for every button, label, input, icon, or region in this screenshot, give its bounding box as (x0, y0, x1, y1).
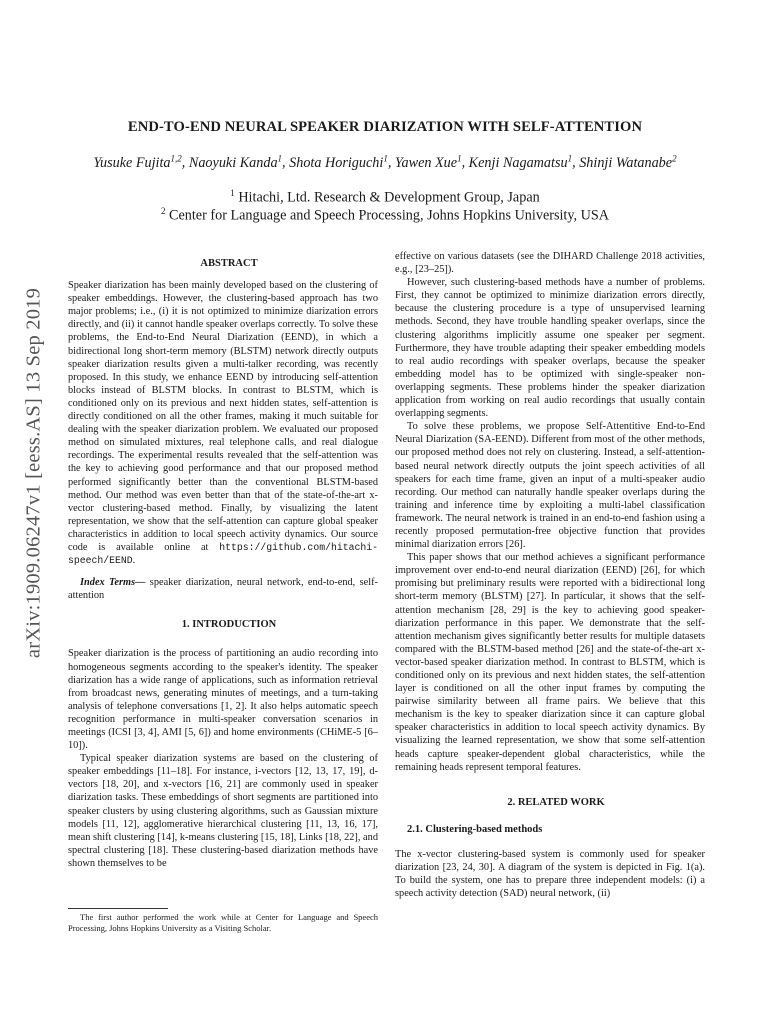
related-work-heading: 2. RELATED WORK (507, 796, 605, 808)
introduction-heading: 1. INTRODUCTION (181, 619, 277, 631)
paper-title: END-TO-END NEURAL SPEAKER DIARIZATION WITH SELF-ATTENTION (127, 119, 643, 135)
author: Kenji Nagamatsu$^1$ (468, 153, 573, 171)
author: Yusuke Fujita$^{1,2}$ (93, 153, 182, 171)
intro-paragraph-4: However, such clustering-based methods have a number of problems. First, they cannot be optimized to minimize diarization errors directly, because the clustering procedure is a type of unsupervised learning methods. Second, they have trouble handling speaker overlaps, since the clustering algorithms implicitly assume one speaker per segment. Furthermore, they have trouble adapting their speaker embedding models to real audio recordings with speaker overlaps, because the speaker embedding model has to be optimized with single-speaker non-overlapping segments. These problems hinder the speaker diarization application from working on real audio recordings that usually contain overlapping segments. (395, 277, 705, 420)
author: Shinji Watanabe$^2$ (579, 153, 677, 171)
author: Yawen Xue$^1$ (394, 153, 462, 171)
left-column (68, 257, 378, 870)
affiliation-1: $^1$ Hitachi, Ltd. Research & Development Group, Japan (230, 188, 540, 206)
footnote-rule (68, 908, 168, 909)
right-column (395, 250, 705, 900)
author: Shota Horiguchi$^1$ (289, 153, 388, 171)
clustering-subsection-heading: 2.1. Clustering-based methods (407, 823, 543, 835)
intro-paragraph-1: Speaker diarization is the process of partitioning an audio recording into homogeneous segments according to the speaker's identity. The speaker diarization has a wide range of applications, such as information retrieval from broadcast news, generating minutes of meetings, and a turn-taking analysis of telephone conversations [1, 2]. It also helps automatic speech recognition performance in multi-speaker conversation scenarios in meetings (ICSI [3, 4], AMI [5, 6]) and home environments (CHiME-5 [6–10]). (68, 648, 378, 752)
footnote: The first author performed the work while at Center for Language and Speech Processing, Johns Hopkins University as a Visiting Scholar. (68, 912, 378, 933)
intro-paragraph-3: effective on various datasets (see the DIHARD Challenge 2018 activities, e.g., [23–25]). (395, 251, 705, 276)
abstract-heading: ABSTRACT (200, 258, 258, 269)
arxiv-identifier (19, 268, 49, 678)
intro-paragraph-2: Typical speaker diarization systems are based on the clustering of speaker embeddings [11–18]. For instance, i-vectors [12, 13, 17, 19], d-vectors [18, 20], and x-vectors [16, 21] are commonly used in speaker diarization tasks. These embeddings of short segments are partitioned into speaker clusters by using clustering algorithms, such as Gaussian mixture models [11, 12], agglomerative hierarchical clustering [11, 13, 16, 17], mean shift clustering [14], k-means clustering [15, 18], Links [18, 22], and spectral clustering [18]. These clustering-based diarization methods have shown themselves to be (68, 753, 378, 869)
affiliation-2: $^2$ Center for Language and Speech Processing, Johns Hopkins University, USA (160, 206, 610, 224)
related-paragraph-1: The x-vector clustering-based system is commonly used for speaker diarization [23, 24, 30]. A diagram of the system is depicted in Fig. 1(a). To build the system, one has to prepare three independent models: (i) a speech activity detection (SAD) neural network, (ii) (395, 848, 705, 900)
author-list: Yusuke Fujita$^{1,2}$, Naoyuki Kanda$^1$, Shota Horiguchi$^1$, Yawen Xue$^1$, Kenji Nagamatsu$^1$, Shinji Watanabe$^2$ (93, 153, 677, 171)
author: Naoyuki Kanda$^1$ (188, 153, 283, 171)
intro-paragraph-6: This paper shows that our method achieves a significant performance improvement over end-to-end neural diarization (EEND) [26], for which promising but preliminary results were reported with a bidirectional long short-term memory (BLSTM) [27]. In particular, it shows that the self-attention mechanism [28, 29] is the key to achieving good speaker-diarization performance in this paper. We demonstrate that the self-attention mechanism gives significantly better results for multiple datasets compared with the BLSTM-based method [26] and the state-of-the-art x-vector-based speaker diarization method. In contrast to BLSTM, which is conditioned only on its previous and next hidden states, the self-attention layer is conditioned on all the other input frames by computing the pairwise similarity between all frame pairs. We believe that this mechanism is the key to speaker diarization since it can capture global speaker characteristics in addition to local speech activity dynamics. By visualizing the learned representation, we show that some self-attention heads capture speaker-dependent global characteristics, while the remaining heads represent temporal features. (395, 552, 705, 773)
index-terms: Index Terms— speaker diarization, neural network, end-to-end, self-attention (68, 577, 378, 602)
intro-paragraph-5: To solve these problems, we propose Self-Attentitive End-to-End Neural Diarization (SA-EEND). Different from most of the other methods, our proposed method does not rely on clustering. Instead, a self-attention-based neural network directly outputs the joint speech activities of all speakers for each time frame, given an input of a multi-speaker audio recording. Our method can naturally handle speaker overlaps during the training and inference time by exploiting a multi-label classification framework. The neural network is trained in an end-to-end fashion using a recently proposed permutation-free objective function that provides minimal diarization errors [26]. (395, 421, 705, 551)
arxiv-identifier-text: arXiv:1909.06247v1 [eess.AS] 13 Sep 2019 (22, 287, 45, 659)
abstract-text: Speaker diarization has been mainly developed based on the clustering of speaker embeddings. However, the clustering-based approach has two major problems; i.e., (i) it is not optimized to minimize diarization errors directly, and (ii) it cannot handle speaker overlaps correctly. To solve these problems, the End-to-End Neural Diarization (EEND), in which a bidirectional long short-term memory (BLSTM) network directly outputs speaker diarization results given a multi-talker recording, was recently proposed. In this study, we enhance EEND by introducing self-attention blocks instead of BLSTM blocks. In contrast to BLSTM, which is conditioned only on its previous and next hidden states, self-attention is directly conditioned on all the other frames, making it much suitable for dealing with the speaker diarization problem. We evaluated our proposed method on simulated mixtures, real telephone calls, and real dialogue recordings. The experimental results revealed that the self-attention was the key to achieving good performance and that our proposed method performed significantly better than the conventional BLSTM-based method. Our method was even better than that of the state-of-the-art x-vector clustering-based method. Finally, by visualizing the latent representation, we show that the self-attention can capture global speaker characteristics in addition to local speech activity dynamics. Our source code is available online at https://github.com/hitachi-speech/EEND. (68, 280, 378, 567)
source-code-link[interactable]: https://github.com/hitachi-speech/EEND (68, 541, 378, 567)
